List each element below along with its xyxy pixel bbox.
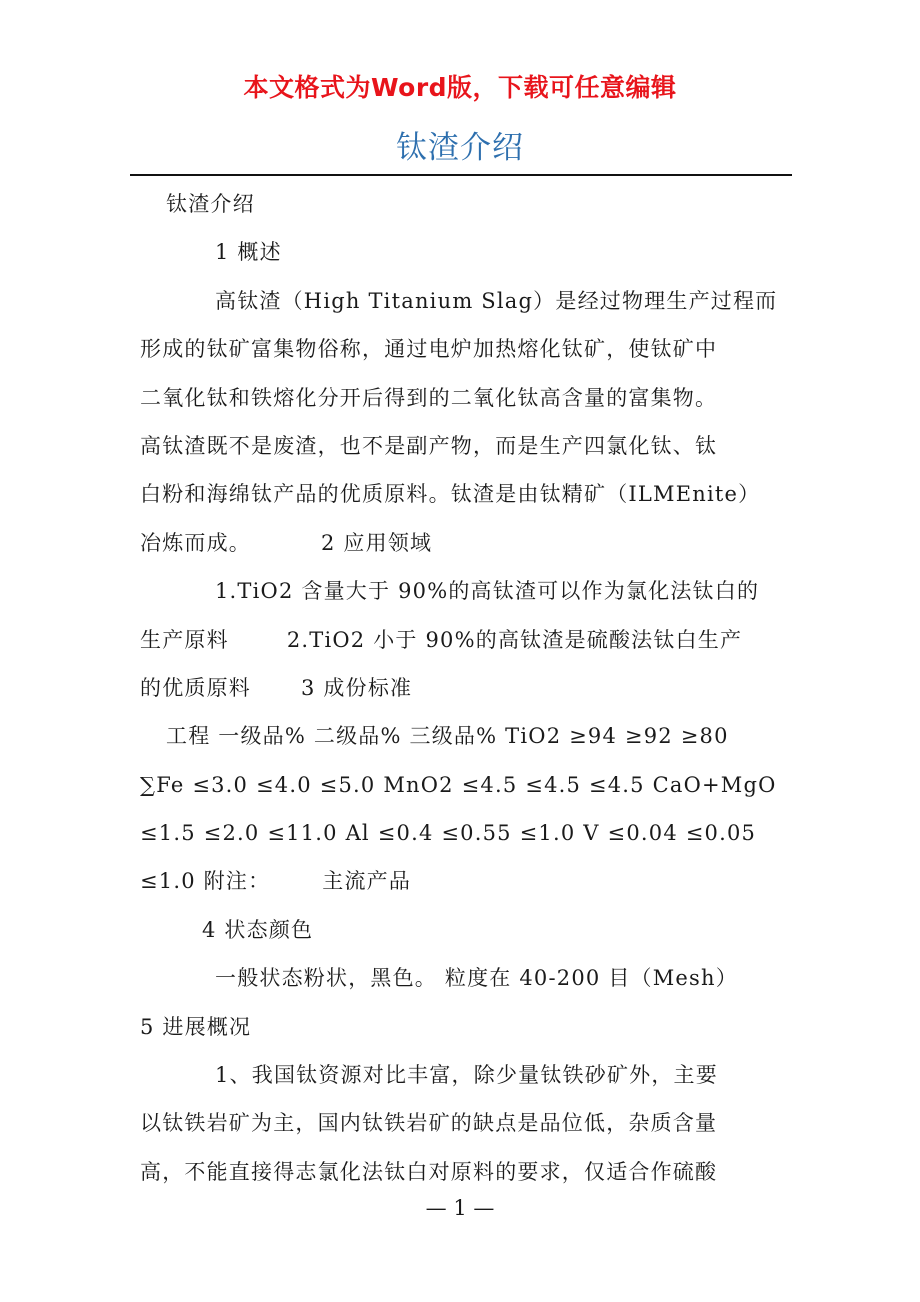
body-line <box>140 1003 785 1051</box>
download-banner: 本文格式为Word版，下载可任意编辑 <box>243 73 677 102</box>
body-line-text: 生产原料 <box>140 627 229 652</box>
body-line <box>140 954 785 1002</box>
body-line <box>140 325 785 373</box>
body-line-text: 高钛渣（High Titanium Slag）是经过物理生产过程而 <box>215 288 778 313</box>
body-line-text: ∑Fe ≤3.0 ≤4.0 ≤5.0 MnO2 ≤4.5 ≤4.5 ≤4.5 CaO+MgO <box>140 772 777 797</box>
body-line-text: 5 进展概况 <box>140 1014 252 1039</box>
body-line-text: 4 状态颜色 <box>202 917 314 942</box>
body-line <box>140 567 785 615</box>
body-line-text: 白粉和海绵钛产品的优质原料。钛渣是由钛精矿（ILMEnite） <box>140 482 761 507</box>
body-line-text: 形成的钛矿富集物俗称，通过电炉加热熔化钛矿，使钛矿中 <box>140 337 718 362</box>
body-line <box>140 809 785 857</box>
body-line <box>140 519 785 567</box>
body-line-text: 高钛渣既不是废渣，也不是副产物，而是生产四氯化钛、钛 <box>140 433 718 458</box>
body-line-text: 1.TiO2 含量大于 90%的高钛渣可以作为氯化法钛白的 <box>215 579 760 604</box>
page-number: — 1 — <box>425 1196 495 1220</box>
title-divider <box>130 174 792 176</box>
body-line-text: ≤1.5 ≤2.0 ≤11.0 Al ≤0.4 ≤0.55 ≤1.0 V ≤0.04 ≤0.05 <box>140 821 757 846</box>
body-line-text: 一般状态粉状，黑色。 粒度在 40-200 目（Mesh） <box>215 966 738 991</box>
body-line <box>140 228 785 276</box>
body-line <box>140 180 785 228</box>
body-line <box>140 664 785 712</box>
body-line-tail: 3 成份标准 <box>301 675 413 700</box>
body-line-text: 的优质原料 <box>140 675 251 700</box>
body-line <box>140 761 785 809</box>
body-line <box>140 906 785 954</box>
body-line-text: 1 概述 <box>215 240 282 265</box>
body-line <box>140 1148 785 1196</box>
body-line-text: 工程 一级品% 二级品% 三级品% TiO2 ≥94 ≥92 ≥80 <box>166 724 729 749</box>
body-line-tail: 主流产品 <box>322 869 412 894</box>
body-line-text: 冶炼而成。 <box>140 530 251 555</box>
body-line-tail: 2.TiO2 小于 90%的高钛渣是硫酸法钛白生产 <box>286 627 743 652</box>
document-title: 钛渣介绍 <box>396 130 524 166</box>
document-body <box>140 180 785 1196</box>
body-line-text: 高，不能直接得志氯化法钛白对原料的要求，仅适合作硫酸 <box>140 1159 718 1184</box>
body-line <box>140 470 785 518</box>
body-line-text: 1、我国钛资源对比丰富，除少量钛铁砂矿外，主要 <box>215 1063 718 1088</box>
body-line <box>140 277 785 325</box>
body-line-text: 二氧化钛和铁熔化分开后得到的二氧化钛高含量的富集物。 <box>140 385 718 410</box>
body-line-text: 以钛铁岩矿为主，国内钛铁岩矿的缺点是品位低，杂质含量 <box>140 1111 718 1136</box>
body-line <box>140 422 785 470</box>
body-line <box>140 374 785 422</box>
body-line <box>140 1099 785 1147</box>
body-line-text: ≤1.0 附注： <box>140 869 271 894</box>
body-line <box>140 616 785 664</box>
body-line <box>140 1051 785 1099</box>
body-line-text: 钛渣介绍 <box>166 192 255 216</box>
body-line <box>140 857 785 905</box>
body-line <box>140 712 785 760</box>
body-line-tail: 2 应用领域 <box>321 530 433 555</box>
